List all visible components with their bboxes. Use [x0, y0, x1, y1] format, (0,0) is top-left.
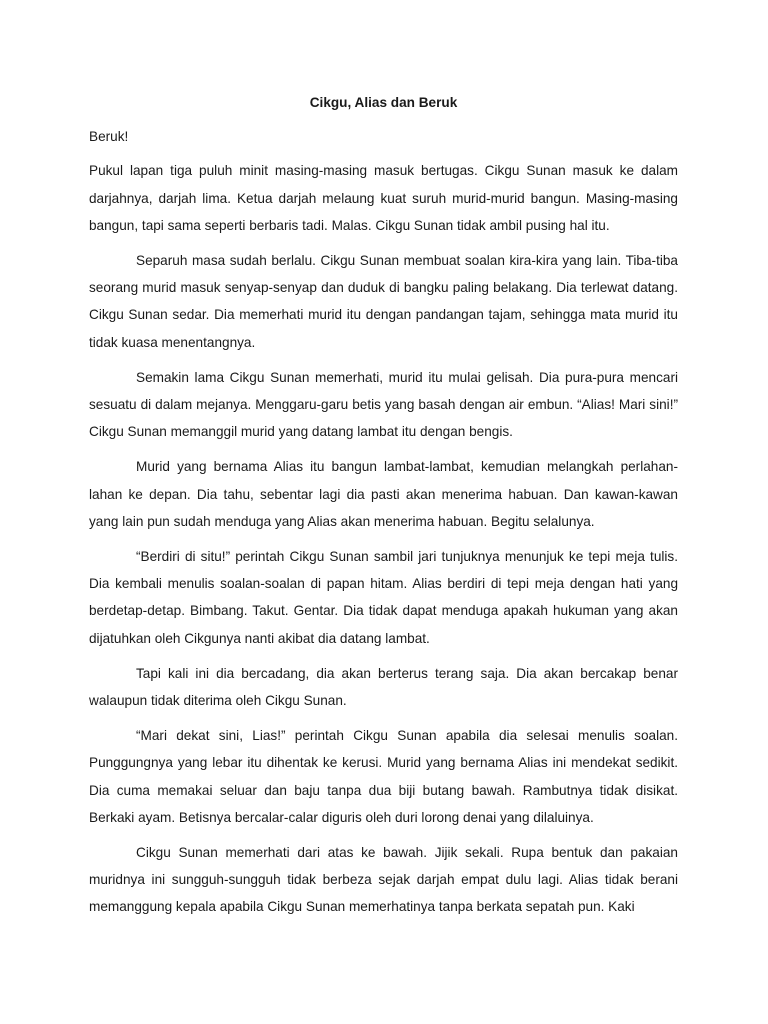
paragraph-5: “Berdiri di situ!” perintah Cikgu Sunan sambil jari tunjuknya menunjuk ke tepi meja tulis. Dia kembali menulis soalan-soalan di papan hitam. Alias berdiri di tepi meja dengan hati yang berdetap-detap. Bimbang. Takut. Gentar. Dia tidak dapat menduga apakah hukuman yang akan dijatuhkan oleh Cikgunya nanti akibat dia datang lambat.: [89, 549, 678, 646]
paragraph-1: Pukul lapan tiga puluh minit masing-masing masuk bertugas. Cikgu Sunan masuk ke dalam darjahnya, darjah lima. Ketua darjah melaung kuat suruh murid-murid bangun. Masing-masing bangun, tapi sama seperti berbaris tadi. Malas. Cikgu Sunan tidak ambil pusing hal itu.: [89, 163, 678, 233]
paragraph-7: “Mari dekat sini, Lias!” perintah Cikgu Sunan apabila dia selesai menulis soalan. Punggungnya yang lebar itu dihentak ke kerusi. Murid yang bernama Alias ini mendekat sedikit. Dia cuma memakai seluar dan baju tanpa dua biji butang bawah. Rambutnya tidak disikat. Berkaki ayam. Betisnya bercalar-calar diguris oleh duri lorong denai yang dilaluinya.: [89, 728, 678, 825]
paragraph-8: Cikgu Sunan memerhati dari atas ke bawah. Jijik sekali. Rupa bentuk dan pakaian muridnya ini sungguh-sungguh tidak berbeza sejak darjah empat dulu lagi. Alias tidak berani memanggung kepala apabila Cikgu Sunan memerhatinya tanpa berkata sepatah pun. Kaki: [89, 845, 678, 915]
paragraph-3: Semakin lama Cikgu Sunan memerhati, murid itu mulai gelisah. Dia pura-pura mencari sesuatu di dalam mejanya. Menggaru-garu betis yang basah dengan air embun. “Alias! Mari sini!” Cikgu Sunan memanggil murid yang datang lambat itu dengan bengis.: [89, 369, 678, 440]
paragraph-6: Tapi kali ini dia bercadang, dia akan berterus terang saja. Dia akan bercakap benar walaupun tidak diterima oleh Cikgu Sunan.: [89, 665, 678, 709]
paragraph-2: Separuh masa sudah berlalu. Cikgu Sunan membuat soalan kira-kira yang lain. Tiba-tiba seorang murid masuk senyap-senyap dan duduk di bangku paling belakang. Dia terlewat datang. Cikgu Sunan sedar. Dia memerhati murid itu dengan pandangan tajam, sehingga mata murid itu tidak kuasa menentangnya.: [89, 253, 678, 350]
document-title: Cikgu, Alias dan Beruk: [309, 95, 458, 110]
opening-line: Beruk!: [89, 129, 129, 145]
paragraph-4: Murid yang bernama Alias itu bangun lambat-lambat, kemudian melangkah perlahan-lahan ke depan. Dia tahu, sebentar lagi dia pasti akan menerima habuan. Dan kawan-kawan yang lain pun sudah menduga yang Alias akan menerima habuan. Begitu selalunya.: [89, 459, 678, 529]
document-body: [89, 89, 678, 929]
